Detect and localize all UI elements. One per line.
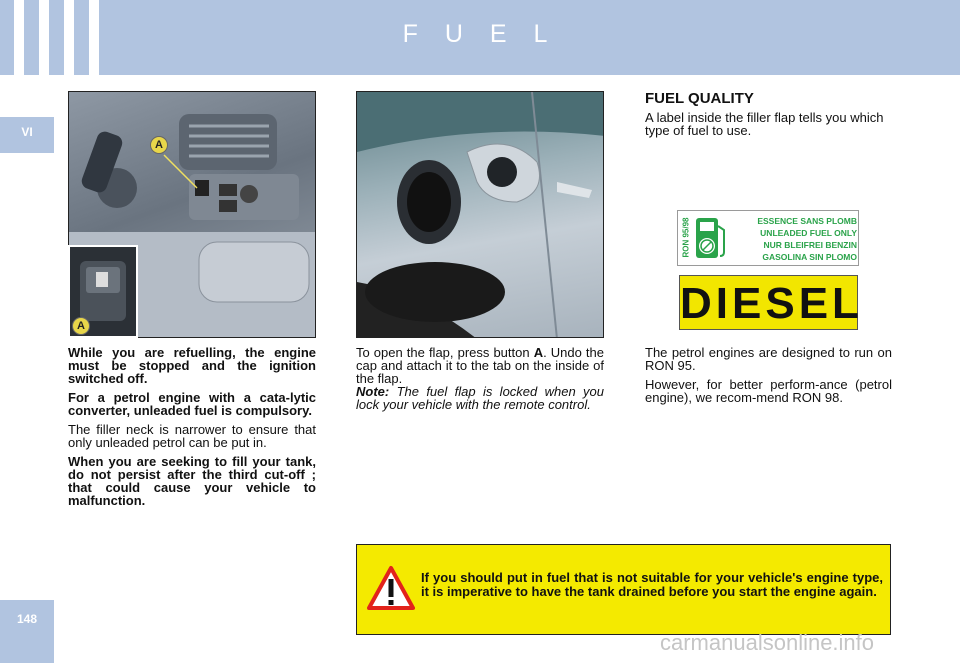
warning-box <box>356 544 891 635</box>
fuel-pump-icon <box>694 216 728 262</box>
unleaded-fuel-label <box>677 210 859 266</box>
chapter-tab <box>0 117 54 153</box>
fuel-quality-heading: FUEL QUALITY <box>645 90 754 107</box>
page-number: 148 <box>16 612 38 626</box>
watermark: carmanualsonline.info <box>660 630 875 655</box>
warning-triangle-icon <box>367 565 415 611</box>
fuel-quality-section <box>645 91 892 143</box>
catalytic-converter-text: For a petrol engine with a cata-lytic converter, unleaded fuel is compulsory. <box>68 390 316 418</box>
fuel-flap-illustration <box>357 92 604 338</box>
open-flap-suffix: . Undo the cap and attach it to the tab on the inside of the flap. <box>356 345 604 386</box>
note-label: Note: <box>356 384 390 399</box>
left-column <box>68 346 316 513</box>
button-a-inset-marker: A <box>72 317 90 335</box>
ron-label <box>680 215 692 263</box>
ron95-text: The petrol engines are designed to run on RON 95. <box>645 345 892 373</box>
middle-column <box>356 346 604 417</box>
cut-off-warning-text: When you are seeking to fill your tank, do not persist after the third cut-off ; that could cause your vehicle to malfunction. <box>68 454 316 508</box>
ron-info <box>645 346 892 410</box>
fuel-label-lines <box>730 215 857 263</box>
fuel-label-line: UNLEADED FUEL ONLY <box>760 228 857 238</box>
page-number-tab <box>0 600 54 663</box>
open-flap-text <box>356 346 604 411</box>
ron98-text: However, for better perform-ance (petrol engine), we recom-mend RON 98. <box>645 377 892 405</box>
filler-neck-text: The filler neck is narrower to ensure that only unleaded petrol can be put in. <box>68 422 316 450</box>
fuel-quality-intro: A label inside the filler flap tells you which type of fuel to use. <box>645 110 884 138</box>
refuel-safety-text: While you are refuelling, the engine must be stopped and the ignition switched off. <box>68 345 316 386</box>
page-header <box>0 0 960 75</box>
fuel-flap-photo <box>356 91 604 338</box>
button-a-ref: A <box>533 345 544 360</box>
warning-text: If you should put in fuel that is not suitable for your vehicle's engine type, it is imperative to have the tank drained before you start the engine again. <box>421 570 883 599</box>
button-closeup-inset <box>68 245 138 338</box>
ron-text: RON 95/98 <box>681 217 691 258</box>
diesel-label: DIESEL <box>679 275 858 330</box>
note-text: The fuel flap is locked when you lock your vehicle with the remote control. <box>356 384 604 412</box>
fuel-label-line: NUR BLEIFREI BENZIN <box>763 240 857 250</box>
button-a-marker: A <box>150 136 168 154</box>
chapter-label: VI <box>21 125 33 139</box>
open-flap-prefix: To open the flap, press button <box>356 345 534 360</box>
fuel-label-line: ESSENCE SANS PLOMB <box>757 216 857 226</box>
page-title: F U E L <box>402 20 558 48</box>
fuel-label-line: GASOLINA SIN PLOMO <box>762 252 857 262</box>
